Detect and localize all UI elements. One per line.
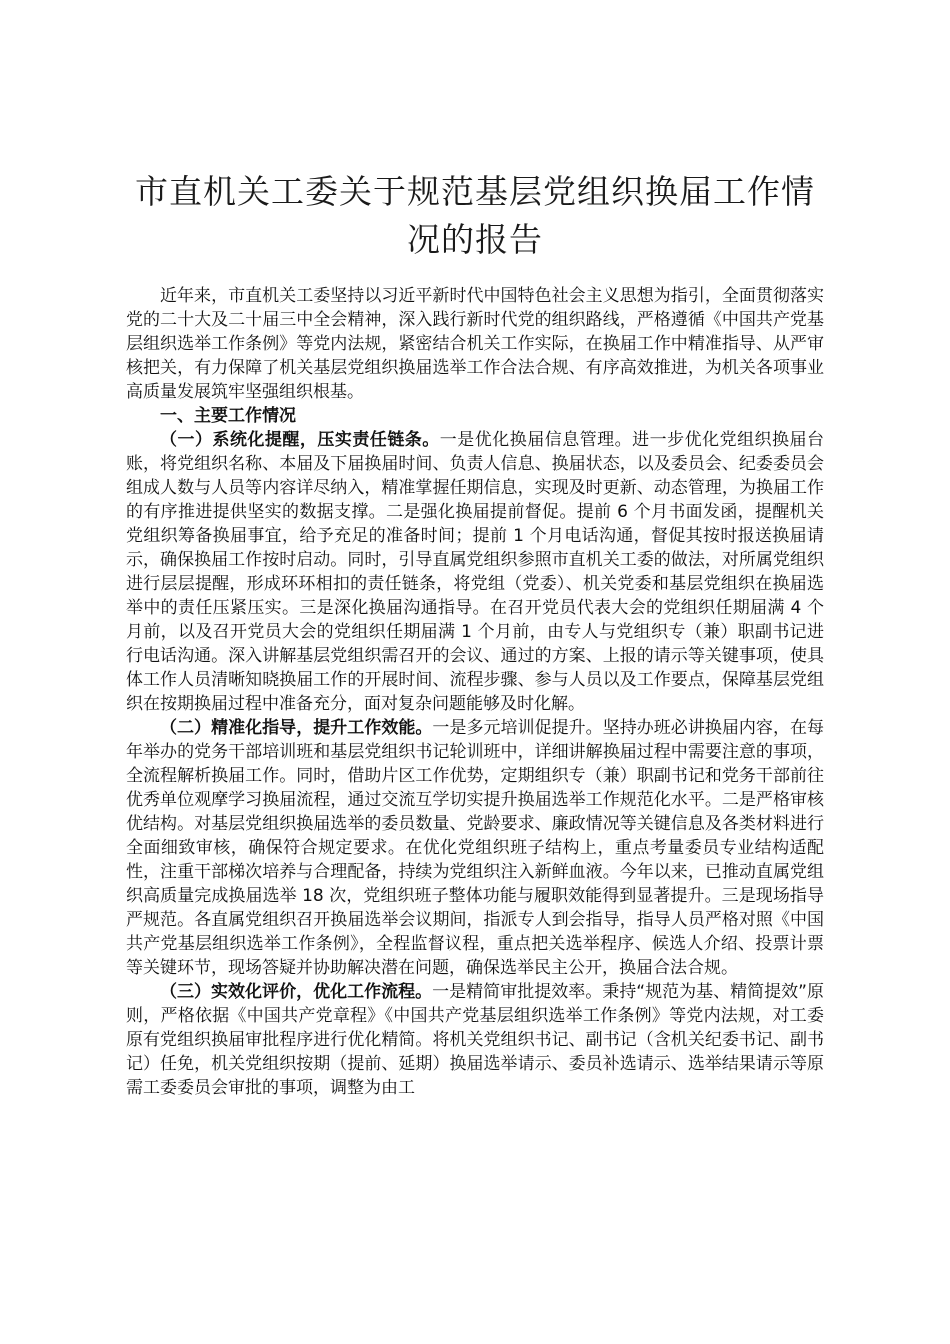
section-item-2-text: 一是多元培训促提升。坚持办班必讲换届内容，在每年举办的党务干部培训班和基层党组织书记轮训班中，详细讲解换届过程中需要注意的事项，全流程解析换届工作。同时，借助片区工作优势，定期组织专（兼）职副书记和党务干部前往优秀单位观摩学习换届流程，通过交流互学切实提升换届选举工作规范化水平。二是严格审核优结构。对基层党组织换届选举的委员数量、党龄要求、廉政情况等关键信息及各类材料进行全面细致审核，确保符合规定要求。在优化党组织班子结构上，重点考量委员专业结构适配性，注重干部梯次培养与合理配备，持续为党组织注入新鲜血液。今年以来，已推动直属党组织高质量完成换届选举 18 次，党组织班子整体功能与履职效能得到显著提升。三是现场指导严规范。各直属党组织召开换届选举会议期间，指派专人到会指导，指导人员严格对照《中国共产党基层组织选举工作条例》，全程监督议程，重点把关选举程序、候选人介绍、投票计票等关键环节，现场答疑并协助解决潜在问题，确保选举民主公开，换届合法合规。 [126,718,824,978]
section-item-1 [126,428,824,716]
document-title: 市直机关工委关于规范基层党组织换届工作情况的报告 [135,172,815,259]
section-item-1-lead: （一）系统化提醒，压实责任链条。 [160,430,440,450]
section-heading [126,404,824,428]
intro-paragraph: 近年来，市直机关工委坚持以习近平新时代中国特色社会主义思想为指引，全面贯彻落实党的二十大及二十届三中全会精神，深入践行新时代党的组织路线，严格遵循《中国共产党基层组织选举工作条例》等党内法规，紧密结合机关工作实际，在换届工作中精准指导、从严审核把关，有力保障了机关基层党组织换届选举工作合法合规、有序高效推进，为机关各项事业高质量发展筑牢坚强组织根基。 [126,286,824,402]
section-item-3-lead: （三）实效化评价，优化工作流程。 [160,982,433,1002]
section-item-3 [126,980,824,1100]
document-body [126,284,824,1100]
section-heading-text: 一、主要工作情况 [160,406,296,426]
section-item-2 [126,716,824,980]
section-item-1-text: 一是优化换届信息管理。进一步优化党组织换届台账，将党组织名称、本届及下届换届时间、负责人信息、换届状态，以及委员会、纪委委员会组成人数与人员等内容详尽纳入，精准掌握任期信息，实现及时更新、动态管理，为换届工作的有序推进提供坚实的数据支撑。二是强化换届提前督促。提前 6 个月书面发函，提醒机关党组织筹备换届事宜，给予充足的准备时间；提前 1 个月电话沟通，督促其按时报送换届请示，确保换届工作按时启动。同时，引导直属党组织参照市直机关工委的做法，对所属党组织进行层层提醒，形成环环相扣的责任链条，将党组（党委）、机关党委和基层党组织在换届选举中的责任压紧压实。三是深化换届沟通指导。在召开党员代表大会的党组织任期届满 4 个月前，以及召开党员大会的党组织任期届满 1 个月前，由专人与党组织专（兼）职副书记进行电话沟通。深入讲解基层党组织需召开的会议、通过的方案、上报的请示等关键事项，使具体工作人员清晰知晓换届工作的开展时间、流程步骤、参与人员以及工作要点，保障基层党组织在按期换届过程中准备充分，面对复杂问题能够及时化解。 [126,430,825,714]
section-item-3-text: 一是精简审批提效率。秉持“规范为基、精简提效”原则，严格依据《中国共产党章程》《中国共产党基层组织选举工作条例》等党内法规，对工委原有党组织换届审批程序进行优化精简。将机关党组织书记、副书记（含机关纪委书记、副书记）任免，机关党组织按期（提前、延期）换届选举请示、委员补选请示、选举结果请示等原需工委委员会审批的事项，调整为由工 [126,982,824,1098]
section-item-2-lead: （二）精准化指导，提升工作效能。 [160,718,433,738]
